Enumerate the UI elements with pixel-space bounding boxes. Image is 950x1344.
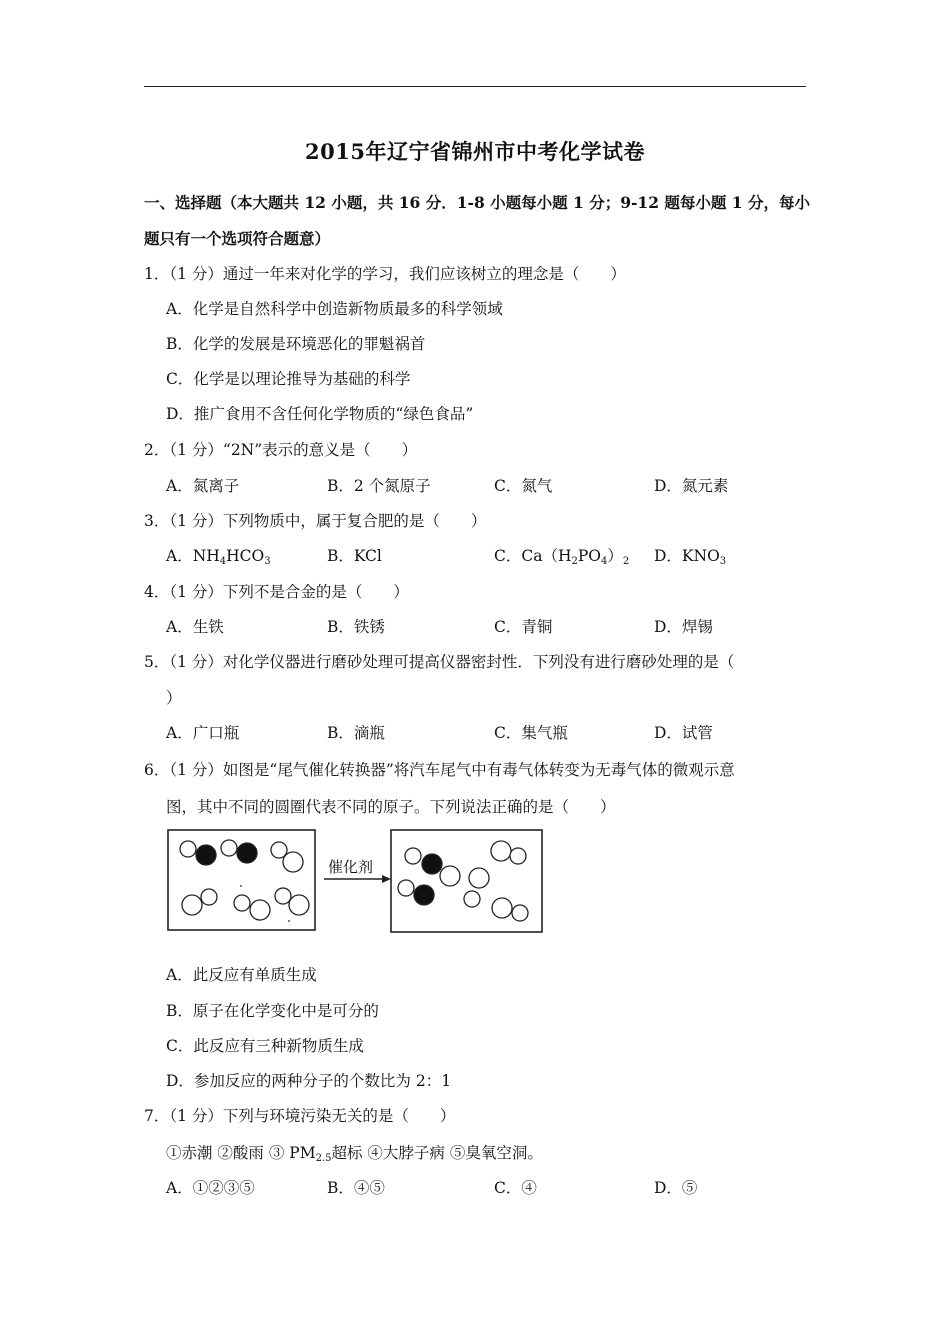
q4-option-d: D．焊锡 — [654, 618, 713, 636]
q2-option-d: D．氮元素 — [654, 477, 729, 495]
atom-white — [182, 895, 202, 915]
q4-stem: 4．（1 分）下列不是合金的是（ ） — [144, 583, 409, 601]
q5-stem-cont: ） — [166, 689, 182, 707]
atom-white — [464, 891, 480, 907]
q6-option-c: C．此反应有三种新物质生成 — [166, 1037, 364, 1055]
q5-option-b: B．滴瓶 — [327, 724, 385, 742]
q6-option-a: A．此反应有单质生成 — [166, 966, 317, 984]
atom-white — [469, 868, 489, 888]
q1-option-a: A．化学是自然科学中创造新物质最多的科学领域 — [166, 300, 503, 318]
q3-option-a: A．$NH_4HCO_3$ — [166, 547, 271, 567]
atom-white — [512, 905, 528, 921]
q5-stem: 5．（1 分）对化学仪器进行磨砂处理可提高仪器密封性．下列没有进行磨砂处理的是（ — [144, 653, 735, 671]
q6-stem: 6．（1 分）如图是“尾气催化转换器”将汽车尾气中有毒气体转变为无毒气体的微观示意 — [144, 761, 735, 779]
q6-option-b: B．原子在化学变化中是可分的 — [166, 1002, 379, 1020]
atom-white — [492, 898, 512, 918]
atom-white — [289, 895, 309, 915]
atom-black — [196, 845, 216, 865]
q1-option-c: C．化学是以理论推导为基础的科学 — [166, 370, 411, 388]
q1-option-b: B．化学的发展是环境恶化的罪魁祸首 — [166, 335, 426, 353]
q3-option-c: C．$Ca(H_2PO_4)_2$ — [494, 547, 630, 567]
atom-white — [180, 841, 196, 857]
atom-black — [422, 854, 442, 874]
q5-option-c: C．集气瓶 — [494, 724, 568, 742]
q6-stem-cont: 图，其中不同的圆圈代表不同的原子。下列说法正确的是（ ） — [166, 798, 616, 816]
q3-stem: 3．（1 分）下列物质中，属于复合肥的是（ ） — [144, 512, 487, 530]
q7-stem: 7．（1 分）下列与环境污染无关的是（ ） — [144, 1107, 456, 1125]
q2-option-c: C．氮气 — [494, 477, 553, 495]
atom-white — [250, 900, 270, 920]
q4-option-a: A．生铁 — [166, 618, 224, 636]
q7-items: ①赤潮 ②酸雨 ③ $PM_{2.5}$超标 ④大脖子病 ⑤臭氧空洞。 — [166, 1144, 543, 1164]
atom-white — [201, 889, 217, 905]
q3-option-d: D．$KNO_3$ — [654, 547, 727, 567]
q3-option-b: B．KCl — [327, 547, 382, 565]
q7-option-b: B．④⑤ — [327, 1179, 385, 1197]
atom-black — [414, 885, 434, 905]
q5-option-d: D．试管 — [654, 724, 713, 742]
q7-option-a: A．①②③⑤ — [166, 1179, 255, 1197]
atom-white — [283, 852, 303, 872]
q5-option-a: A．广口瓶 — [166, 724, 240, 742]
q2-stem: 2．（1 分）“2N”表示的意义是（ ） — [144, 441, 418, 459]
q1-option-d: D．推广食用不含任何化学物质的“绿色食品” — [166, 405, 474, 423]
atom-white — [234, 895, 250, 911]
q4-option-c: C．青铜 — [494, 618, 553, 636]
q7-option-c: C．④ — [494, 1179, 537, 1197]
atom-black — [237, 843, 257, 863]
q2-option-b: B．2 个氮原子 — [327, 477, 431, 495]
reaction-diagram — [166, 828, 546, 934]
atom-white — [440, 866, 460, 886]
atom-white — [405, 848, 421, 864]
q4-option-b: B．铁锈 — [327, 618, 385, 636]
atom-white — [510, 848, 526, 864]
page-title: 2015年辽宁省锦州市中考化学试卷 — [305, 139, 645, 164]
section-heading-line2: 题只有一个选项符合题意） — [144, 229, 331, 248]
q6-option-d: D．参加反应的两种分子的个数比为 2：1 — [166, 1072, 452, 1090]
atom-white — [275, 888, 291, 904]
q2-option-a: A．氮离子 — [166, 477, 240, 495]
q7-option-d: D．⑤ — [654, 1179, 698, 1197]
section-heading-line1: 一、选择题（本大题共 12 小题，共 16 分．1-8 小题每小题 1 分；9-12 题每小题 1 分，每小 — [144, 193, 810, 212]
atom-white — [491, 841, 511, 861]
atom-white — [398, 880, 414, 896]
catalyst-label: 催化剂 — [328, 858, 374, 876]
header-rule — [144, 86, 806, 87]
atom-white — [221, 840, 237, 856]
q1-stem: 1．（1 分）通过一年来对化学的学习，我们应该树立的理念是（ ） — [144, 265, 626, 283]
